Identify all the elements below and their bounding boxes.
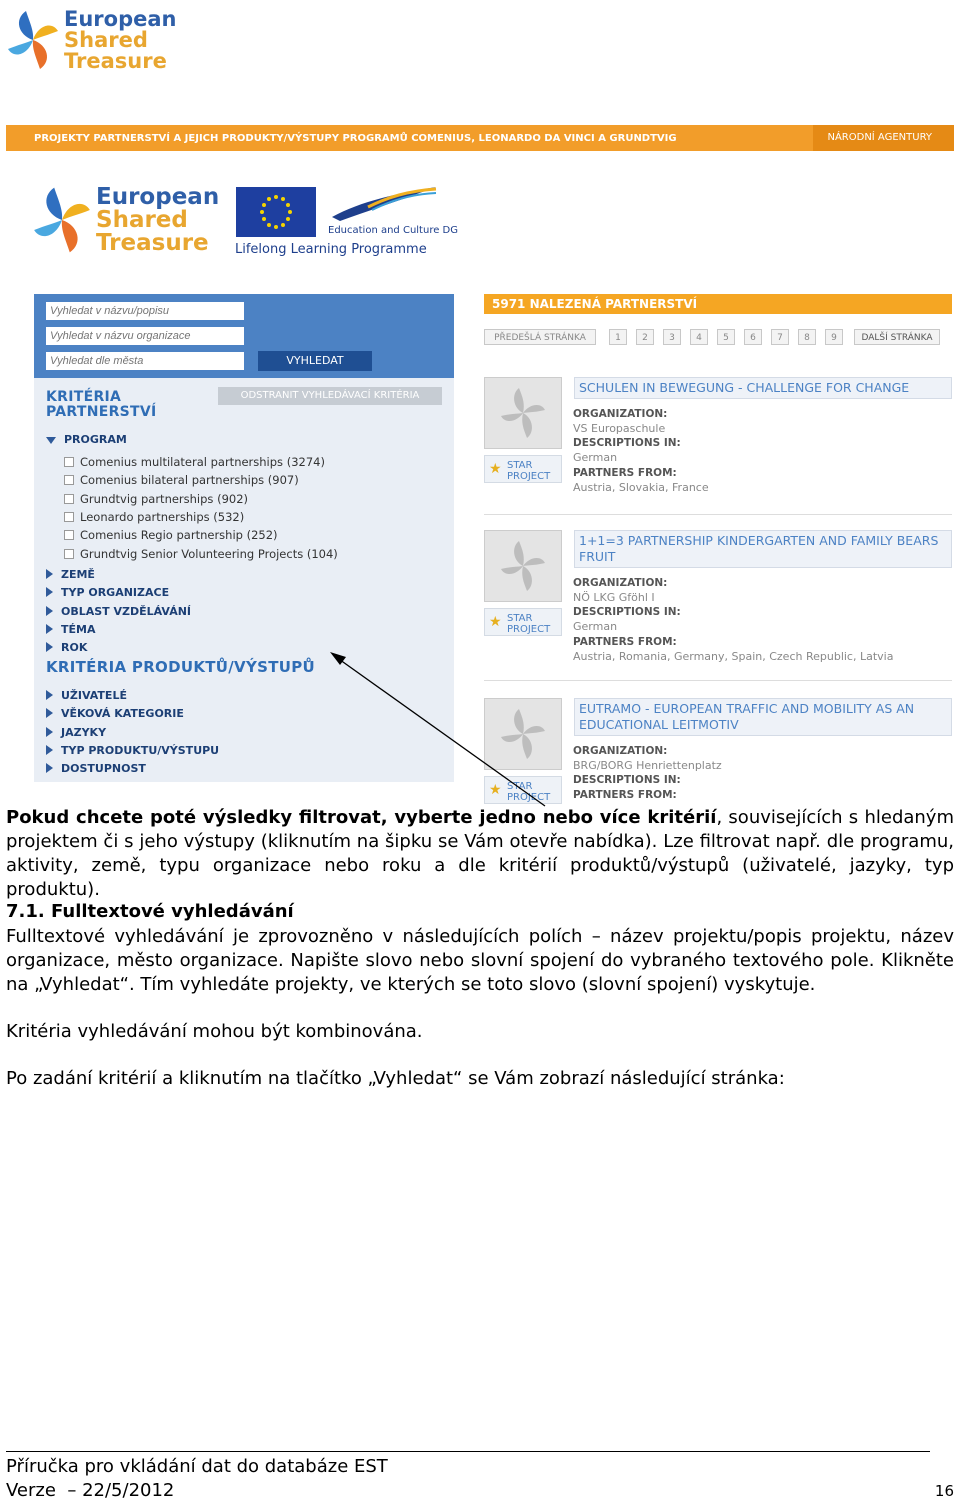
meta-label: PARTNERS FROM: <box>573 635 677 648</box>
meta-value: German <box>573 451 618 465</box>
site-logo-line3: Treasure <box>96 229 209 256</box>
dg-text: Education and Culture DG <box>328 225 458 236</box>
footer-divider <box>6 1451 930 1452</box>
filter-item-label: ROK <box>61 641 88 655</box>
meta-label: PARTNERS FROM: <box>573 466 677 479</box>
meta-value: BRG/BORG Henriettenplatz <box>573 758 722 772</box>
page-button[interactable]: 4 <box>690 329 708 345</box>
topbar-title: PROJEKTY PARTNERSTVÍ A JEJICH PRODUKTY/VÝSTUPY PROGRAMŮ COMENIUS, LEONARDO DA VINCI A GRUNDTVIG <box>34 132 677 144</box>
result-title-link[interactable]: SCHULEN IN BEWEGUNG - CHALLENGE FOR CHANGE <box>574 377 952 399</box>
page-button[interactable]: 9 <box>825 329 843 345</box>
prev-page-button[interactable]: PŘEDEŠLÁ STRÁNKA <box>484 329 596 345</box>
heading-line2: PARTNERSTVÍ <box>46 404 157 420</box>
filter-item-label: TYP PRODUKTU/VÝSTUPU <box>61 743 220 757</box>
program-option-label: Comenius Regio partnership (252) <box>80 528 278 543</box>
program-option-label: Comenius bilateral partnerships (907) <box>80 473 299 488</box>
star-icon: ★ <box>489 782 502 798</box>
meta-value: Austria, Slovakia, France <box>573 480 709 494</box>
meta-label: ORGANIZATION: <box>573 577 668 589</box>
logo-line3: Treasure <box>64 48 167 73</box>
program-option-label: Comenius multilateral partnerships (3274) <box>80 455 325 469</box>
llp-text: Lifelong Learning Programme <box>235 242 427 257</box>
paragraph-fulltext: Fulltextové vyhledávání je zprovozněno v následujících polích – název projektu/popis projektu, název organizace, město organizace. Napište slovo nebo slovní spojení do vybraného textového pole. Klikněte na „Vyhledat“. Tím vyhledáte projekty, ve kterých se toto slovo (slovní spojení) vyskytuje. <box>6 926 954 995</box>
page-button[interactable]: 6 <box>744 329 762 345</box>
results-count-header: 5971 NALEZENÁ PARTNERSTVÍ <box>484 294 952 314</box>
filter-item-label: JAZYKY <box>61 725 107 739</box>
meta-value: VS Europaschule <box>573 421 666 435</box>
meta-label: DESCRIPTIONS IN: <box>573 774 681 787</box>
site-logo-line1: European <box>96 183 220 210</box>
paragraph-filter <box>6 806 954 902</box>
next-page-button[interactable]: DALŠÍ STRÁNKA <box>854 329 940 345</box>
filter-item-label: UŽIVATELÉ <box>61 689 127 702</box>
filter-item-label: VĚKOVÁ KATEGORIE <box>61 707 184 721</box>
product-criteria-heading: KRITÉRIA PRODUKTŮ/VÝSTUPŮ <box>46 658 315 676</box>
meta-label: DESCRIPTIONS IN: <box>573 437 681 450</box>
meta-value: German <box>573 620 618 634</box>
meta-value: Austria, Romania, Germany, Spain, Czech Republic, Latvia <box>573 649 894 663</box>
search-button[interactable]: VYHLEDAT <box>258 351 372 371</box>
heading-line1: KRITÉRIA <box>46 389 122 405</box>
filter-item-label: TYP ORGANIZACE <box>61 586 170 600</box>
program-option-label: Grundtvig Senior Volunteering Projects (104) <box>80 546 338 561</box>
result-title-link[interactable]: EUTRAMO - EUROPEAN TRAFFIC AND MOBILITY AS AN EDUCATIONAL LEITMOTIV <box>574 698 952 736</box>
star-project-badge: ★ STAR PROJECT <box>484 608 562 636</box>
meta-label: ORGANIZATION: <box>573 408 668 420</box>
filter-program[interactable]: PROGRAM <box>46 433 127 447</box>
result-title-link[interactable]: 1+1=3 PARTNERSHIP KINDERGARTEN AND FAMILY BEARS FRUIT <box>574 530 952 568</box>
meta-label: DESCRIPTIONS IN: <box>573 606 681 619</box>
star-icon: ★ <box>489 461 502 477</box>
star-project-badge: ★ STAR PROJECT <box>484 455 562 483</box>
meta-label: PARTNERS FROM: <box>573 789 677 802</box>
footer-version: Verze – 22/5/2012 <box>6 1480 175 1501</box>
remove-criteria-button[interactable]: ODSTRANIT VYHLEDÁVACÍ KRITÉRIA <box>218 387 442 405</box>
meta-label: ORGANIZATION: <box>573 745 668 757</box>
meta-value: NÖ LKG Gföhl I <box>573 590 655 604</box>
paragraph-combine: Kritéria vyhledávání mohou být kombinována. <box>6 1021 423 1042</box>
page-button[interactable]: 8 <box>798 329 816 345</box>
page-button[interactable]: 2 <box>636 329 654 345</box>
paragraph-filter-rest: , souvisejících s hledaným projektem či s jeho výstupy (kliknutím na šipku se Vám otevře nabídka). Lze filtrovat např. dle programu, aktivity, země, typu organizace nebo roku a dle kritérií produktů/výstupů (uživatelé, jazyky, typ produktu). <box>6 807 954 900</box>
national-agencies-link[interactable]: NÁRODNÍ AGENTURY <box>813 125 954 151</box>
star-icon: ★ <box>489 614 502 630</box>
paragraph-filter-bold: Pokud chcete poté výsledky filtrovat, vyberte jedno nebo více kritérií <box>6 807 717 828</box>
site-logo-line2: Shared <box>96 206 188 233</box>
footer-title: Příručka pro vkládání dat do databáze EST <box>6 1456 388 1477</box>
filter-item-label: TÉMA <box>61 622 96 636</box>
page-button[interactable]: 7 <box>771 329 789 345</box>
program-option-label: Grundtvig partnerships (902) <box>80 491 249 506</box>
program-option-label: Leonardo partnerships (532) <box>80 509 245 524</box>
star-project-badge: ★ STAR PROJECT <box>484 776 562 804</box>
page-button[interactable]: 3 <box>663 329 681 345</box>
section-heading: 7.1. Fulltextové vyhledávání <box>6 901 294 922</box>
logo-line2: Shared <box>64 27 148 52</box>
filter-item-label: ZEMĚ <box>61 568 95 581</box>
filter-item-label: DOSTUPNOST <box>61 762 146 776</box>
logo-line1: European <box>64 6 177 31</box>
paragraph-next-page: Po zadání kritérií a kliknutím na tlačítko „Vyhledat“ se Vám zobrazí následující stránka: <box>6 1068 785 1089</box>
filter-item-label: OBLAST VZDĚLÁVÁNÍ <box>61 604 192 618</box>
page-button[interactable]: 5 <box>717 329 735 345</box>
page-button[interactable]: 1 <box>609 329 627 345</box>
page-number: 16 <box>934 1482 954 1500</box>
